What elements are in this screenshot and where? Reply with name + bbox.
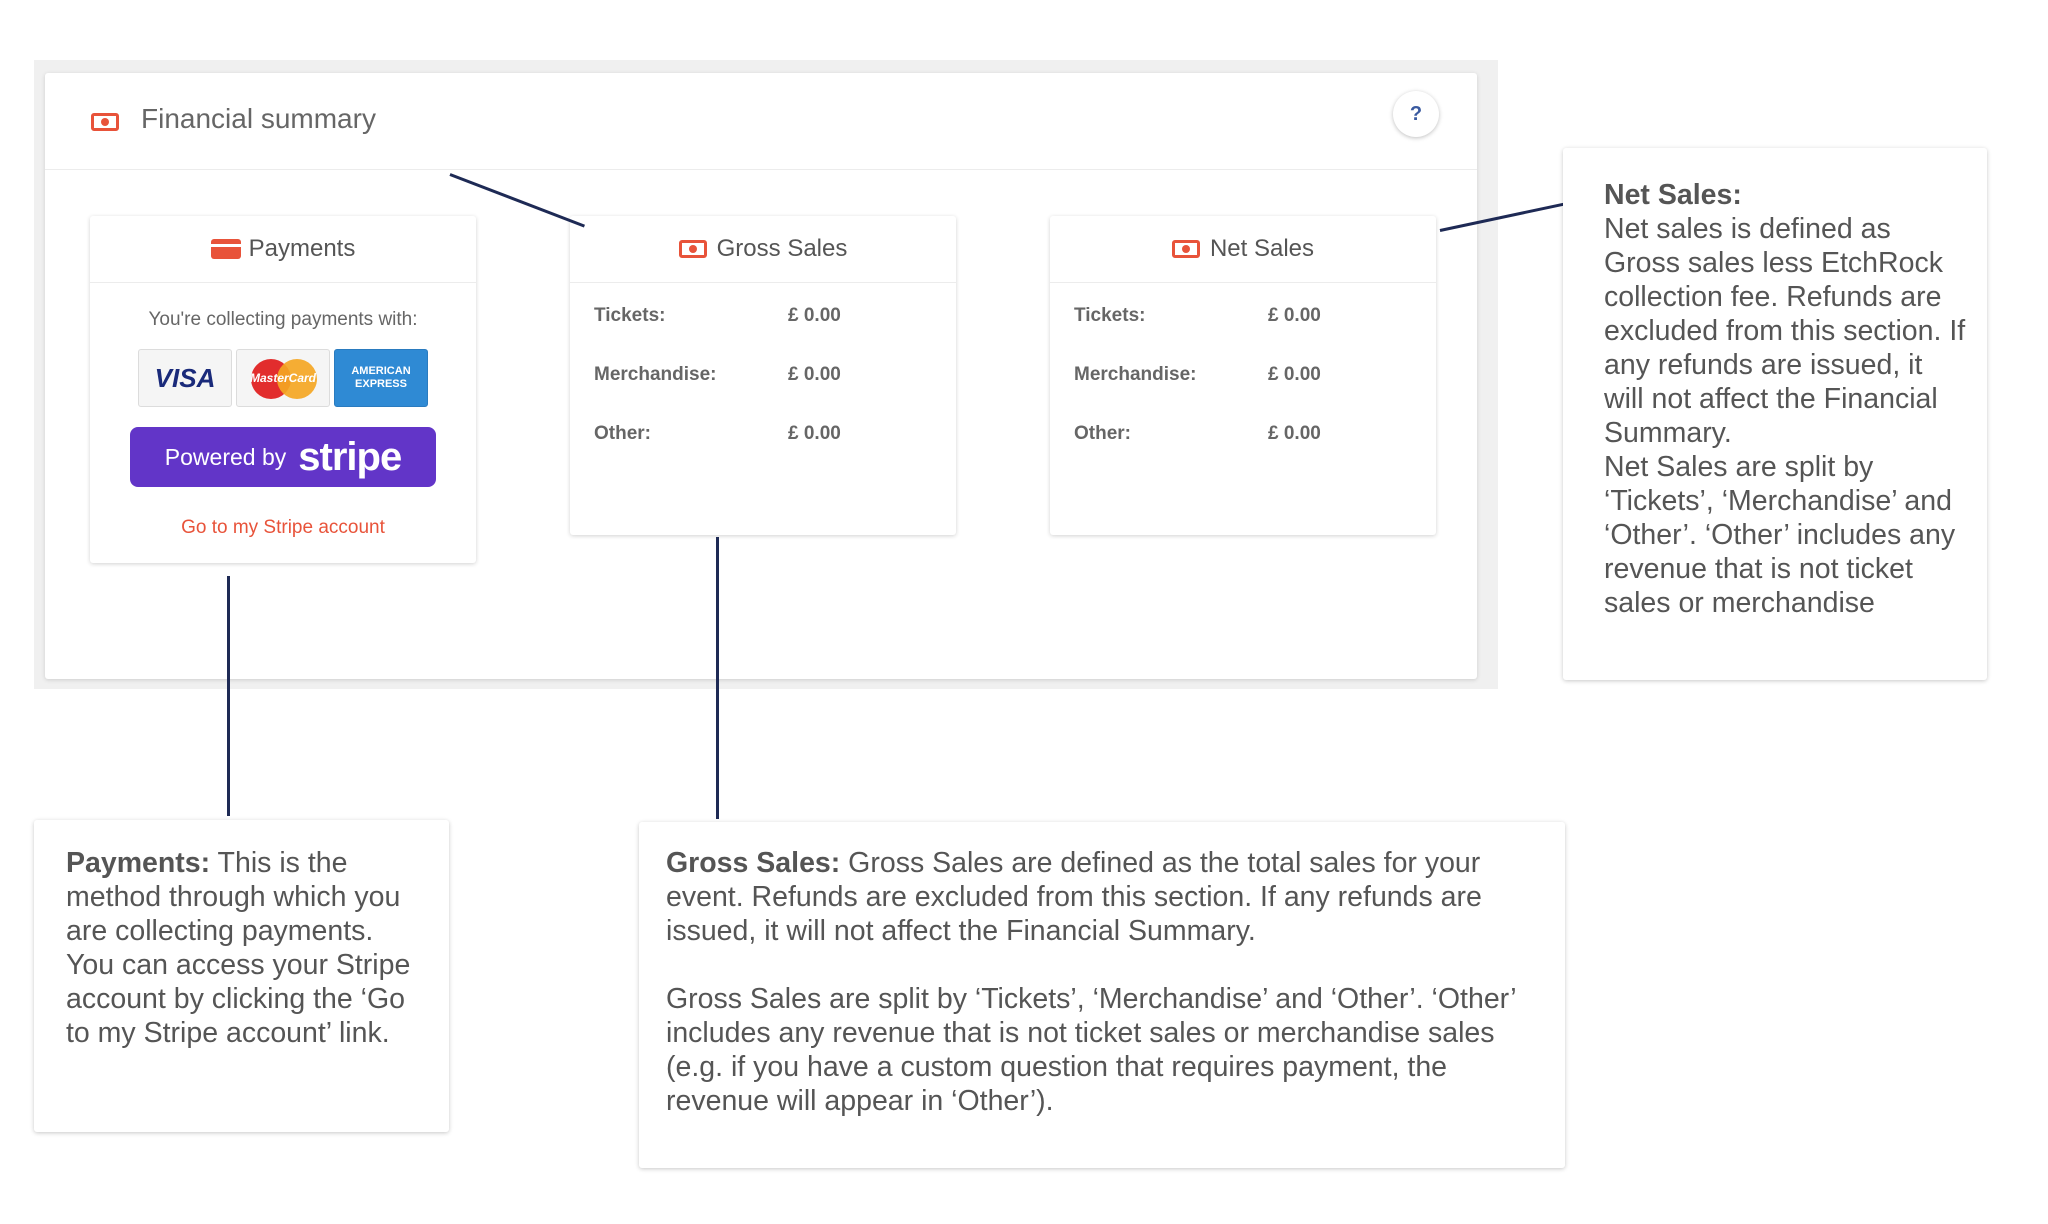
- gross-sales-title: Gross Sales: [716, 235, 848, 262]
- row-label: Merchandise:: [594, 364, 717, 385]
- row-value: £ 0.00: [788, 423, 841, 444]
- mastercard-label: MasterCard: [249, 371, 317, 385]
- gross-callout-heading: Gross Sales:: [666, 847, 841, 879]
- net-callout-heading: Net Sales:: [1604, 179, 1742, 211]
- panel-header: [45, 73, 1477, 170]
- row-value: £ 0.00: [1268, 364, 1321, 385]
- gross-sales-callout: [639, 822, 1565, 1168]
- gross-row-tickets: [594, 305, 932, 364]
- mastercard-logo: [236, 349, 330, 407]
- panel-title: Financial summary: [141, 103, 376, 134]
- gross-callout-text2: Gross Sales are split by ‘Tickets’, ‘Merchandise’ and ‘Other’. ‘Other’ includes any revenue that is not ticket sales or merchandise sales (e.g. if you have a custom question that requires payment, the revenue will appear in ‘Other’).: [666, 983, 1516, 1117]
- stripe-logo: stripe: [298, 434, 402, 479]
- payments-callout-heading: Payments:: [66, 847, 211, 879]
- gross-row-other: [594, 423, 932, 482]
- amex-logo: [334, 349, 428, 407]
- row-value: £ 0.00: [788, 364, 841, 385]
- money-icon: [1172, 240, 1200, 258]
- powered-by-label: Powered by: [164, 443, 287, 470]
- gross-sales-card: [570, 216, 956, 535]
- connector-line-payments: [227, 576, 230, 816]
- net-callout-text1: Net sales is defined as Gross sales less EtchRock collection fee. Refunds are excluded from this section. If any refunds are issued, it will not affect the Financial Summary.: [1604, 213, 1966, 449]
- net-sales-card-header: [1050, 216, 1436, 283]
- amex-label-line2: EXPRESS: [355, 378, 407, 390]
- net-row-merchandise: [1074, 364, 1412, 423]
- powered-by-stripe-badge[interactable]: [130, 427, 436, 487]
- visa-label: VISA: [154, 362, 216, 393]
- gross-callout-text1: Gross Sales are defined as the total sales for your event. Refunds are excluded from this section. If any refunds are issued, it will not affect the Financial Summary.: [666, 847, 1482, 947]
- row-label: Tickets:: [1074, 305, 1146, 326]
- net-sales-callout: [1563, 148, 1987, 680]
- financial-summary-panel: [45, 73, 1477, 679]
- gross-row-merchandise: [594, 364, 932, 423]
- payments-card-header: [90, 216, 476, 283]
- amex-label-line1: AMERICAN: [351, 365, 411, 377]
- payments-card-title: Payments: [248, 235, 356, 262]
- net-row-other: [1074, 423, 1412, 482]
- net-callout-text2: Net Sales are split by ‘Tickets’, ‘Merchandise’ and ‘Other’. ‘Other’ includes any revenue that is not ticket sales or merchandise: [1604, 451, 1956, 619]
- payments-callout-text: This is the method through which you are collecting payments. You can access your Stripe account by clicking the ‘Go to my Stripe account’ link.: [66, 847, 411, 1049]
- connector-line-gross: [716, 537, 719, 819]
- gross-sales-list: [570, 283, 956, 535]
- net-sales-list: [1050, 283, 1436, 535]
- visa-logo: [138, 349, 232, 407]
- net-sales-card: [1050, 216, 1436, 535]
- money-icon: [679, 240, 707, 258]
- row-label: Other:: [1074, 423, 1131, 444]
- row-label: Tickets:: [594, 305, 666, 326]
- payments-callout: [34, 820, 449, 1132]
- gross-sales-card-header: [570, 216, 956, 283]
- row-value: £ 0.00: [1268, 423, 1321, 444]
- accepted-cards: [90, 349, 476, 407]
- row-value: £ 0.00: [788, 305, 841, 326]
- money-icon: [91, 113, 119, 131]
- row-label: Other:: [594, 423, 651, 444]
- credit-card-icon: [211, 239, 241, 259]
- help-button[interactable]: ?: [1393, 91, 1439, 137]
- payments-card: [90, 216, 476, 563]
- row-value: £ 0.00: [1268, 305, 1321, 326]
- net-row-tickets: [1074, 305, 1412, 364]
- stripe-account-link[interactable]: Go to my Stripe account: [181, 517, 385, 538]
- net-sales-title: Net Sales: [1209, 235, 1315, 262]
- row-label: Merchandise:: [1074, 364, 1197, 385]
- collecting-text: You're collecting payments with:: [148, 309, 418, 330]
